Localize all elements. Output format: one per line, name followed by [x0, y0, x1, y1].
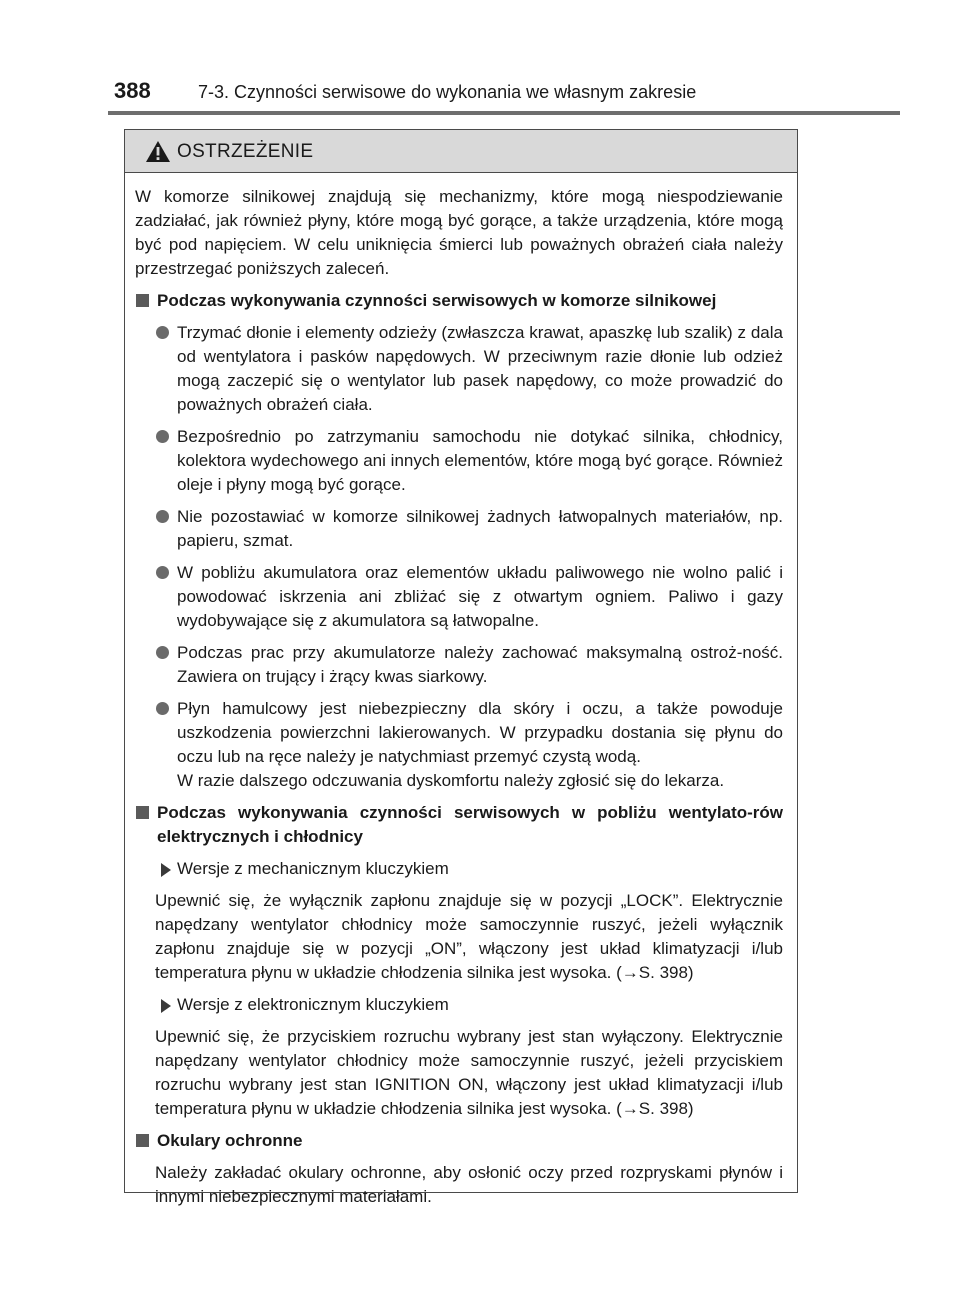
subsection-heading-fans [135, 801, 783, 849]
subsection-heading-goggles [135, 1129, 783, 1153]
variant-label [155, 857, 783, 881]
warning-header [125, 130, 797, 173]
bullet-item [155, 425, 783, 497]
bullet-text: Bezpośrednio po zatrzymaniu samochodu nie dotykać silnika, chłodnicy, kolektora wydechowego ani innych elementów, które mogą być gorące. Również oleje i płyny mogą być gorące. [177, 427, 783, 494]
round-bullet-icon [155, 321, 177, 417]
variant-label [155, 993, 783, 1017]
round-bullet-icon [155, 641, 177, 689]
warning-title: OSTRZEŻENIE [177, 141, 314, 162]
page-header [0, 72, 960, 112]
bullet-note: W razie dalszego odczuwania dyskomfortu należy zgłosić się do lekarza. [177, 771, 725, 790]
variant-paragraph: Upewnić się, że przyciskiem rozruchu wybrany jest stan wyłączony. Elektrycznie napędzany wentylator chłodnicy może samoczynnie ruszyć, jeżeli przyciskiem rozruchu wybrany jest stan IGNITION ON, włączony jest układ klimatyzacji i/lub temperatura płynu w układzie chłodzenia silnika jest wysoka. (→S. 398) [155, 1027, 783, 1118]
square-bullet-icon [135, 1129, 157, 1153]
goggles-paragraph: Należy zakładać okulary ochronne, aby osłonić oczy przed rozpryskami płynów i innymi niebezpiecznymi materiałami. [155, 1163, 783, 1206]
variant-label-text: Wersje z mechanicznym kluczykiem [177, 859, 449, 878]
warning-body [125, 173, 797, 1209]
bullet-text: Podczas prac przy akumulatorze należy zachować maksymalną ostroż-ność. Zawiera on trujący i żrący kwas siarkowy. [177, 643, 783, 686]
bullet-item [155, 697, 783, 769]
subsection-heading-text: Okulary ochronne [157, 1131, 303, 1150]
header-divider [108, 111, 900, 115]
bullet-text: Nie pozostawiać w komorze silnikowej żadnych łatwopalnych materiałów, np. papieru, szmat. [177, 507, 783, 550]
square-bullet-icon [135, 289, 157, 313]
warning-triangle-icon [145, 140, 171, 163]
subsection-heading-engine-compartment [135, 289, 783, 313]
bullet-item [155, 561, 783, 633]
warning-box [124, 129, 798, 1206]
subsection-heading-text: Podczas wykonywania czynności serwisowych w komorze silnikowej [157, 291, 717, 310]
round-bullet-icon [155, 505, 177, 553]
variant-paragraph: Upewnić się, że wyłącznik zapłonu znajduje się w pozycji „LOCK”. Elektrycznie napędzany wentylator chłodnicy może samoczynnie ruszyć, jeżeli wyłącznik zapłonu znajduje się w pozycji „ON”, włączony jest układ klimatyzacji i/lub temperatura płynu w układzie chłodzenia silnika jest wysoka. (→S. 398) [155, 891, 783, 982]
bullet-item [155, 641, 783, 689]
section-title: 7-3. Czynności serwisowe do wykonania we własnym zakresie [198, 82, 697, 102]
bullet-text: Płyn hamulcowy jest niebezpieczny dla skóry i oczu, a także powoduje uszkodzenia powierzchni lakierowanych. W przypadku dostania się płynu do oczu lub na ręce należy je natychmiast przemyć czystą wodą. [177, 699, 783, 766]
bullet-item [155, 321, 783, 417]
square-bullet-icon [135, 801, 157, 849]
subsection-heading-text: Podczas wykonywania czynności serwisowych w pobliżu wentylato-rów elektrycznych i chłodnicy [157, 803, 783, 846]
triangle-right-icon [155, 857, 177, 881]
variant-label-text: Wersje z elektronicznym kluczykiem [177, 995, 449, 1014]
bullet-item [155, 505, 783, 553]
bullet-text: Trzymać dłonie i elementy odzieży (zwłaszcza krawat, apaszkę lub szalik) z dala od wentylatora i pasków napędowych. W przeciwnym razie dłonie lub odzież mogą zaczepić się o wentylator lub pasek napędowy, co może prowadzić do poważnych obrażeń ciała. [177, 323, 783, 414]
round-bullet-icon [155, 697, 177, 769]
bullet-text: W pobliżu akumulatora oraz elementów układu paliwowego nie wolno palić i powodować iskrzenia ani zbliżać się z otwartym ogniem. Paliwo i gazy wydobywające się z akumulatora są łatwopalne. [177, 563, 783, 630]
page-number: 388 [114, 78, 151, 103]
warning-intro: W komorze silnikowej znajdują się mechanizmy, które mogą niespodziewanie zadziałać, jak również płyny, które mogą być gorące, a także urządzenia, które mogą być pod napięciem. W celu uniknięcia śmierci lub poważnych obrażeń ciała należy przestrzegać poniższych zaleceń. [135, 187, 783, 278]
triangle-right-icon [155, 993, 177, 1017]
round-bullet-icon [155, 425, 177, 497]
round-bullet-icon [155, 561, 177, 633]
